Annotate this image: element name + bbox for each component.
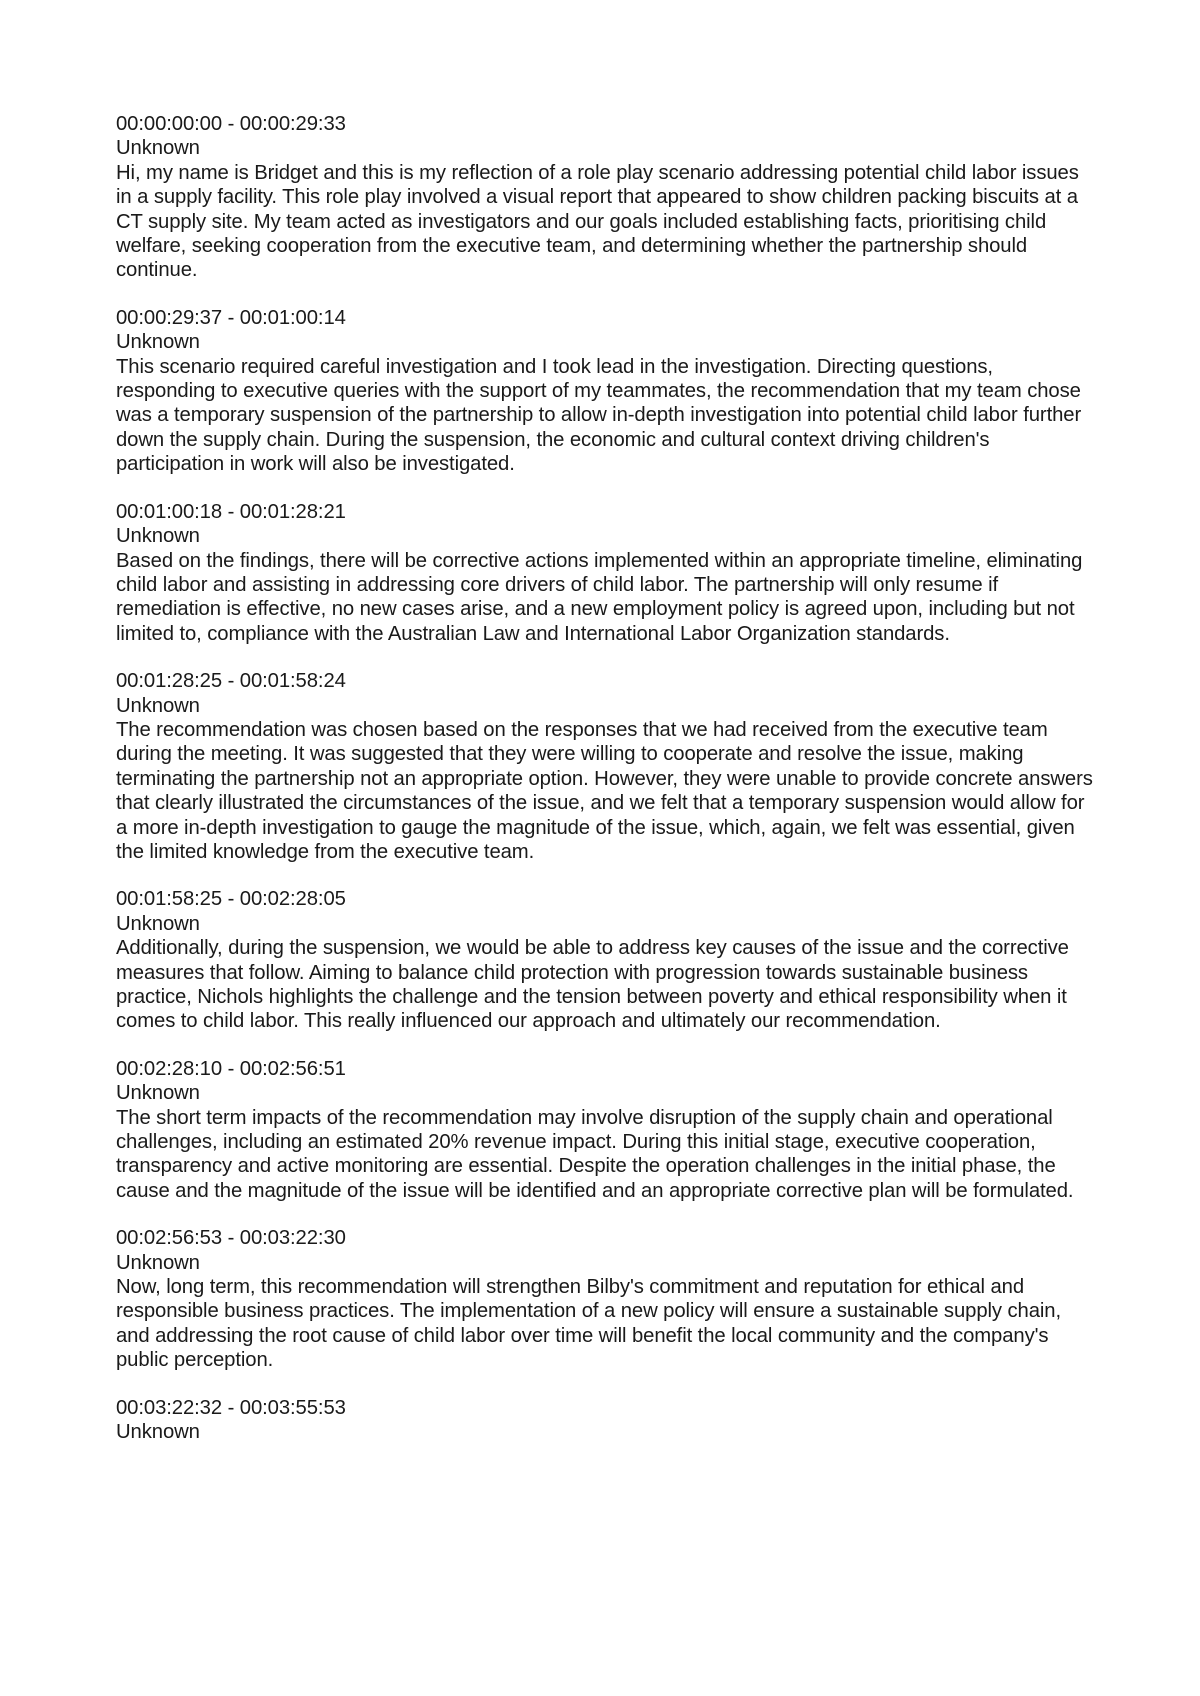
segment-timecode: 00:02:56:53 - 00:03:22:30 xyxy=(116,1227,346,1250)
segment-speaker: Unknown xyxy=(116,1082,200,1105)
segment-text: Now, long term, this recommendation will strengthen Bilby's commitment and reputation for ethical and responsible business practices. The implementation of a new policy will ensure a sustainable supply chain, and addressing the root cause of child labor over time will benefit the local community and the company's public perception. xyxy=(116,1276,1062,1372)
segment-speaker: Unknown xyxy=(116,912,200,935)
segment-speaker: Unknown xyxy=(116,694,200,717)
segment-timecode: 00:01:58:25 - 00:02:28:05 xyxy=(116,888,346,911)
transcript-segment xyxy=(116,887,1096,1033)
transcript-segment xyxy=(116,500,1096,646)
transcript-segment xyxy=(116,306,1096,477)
segment-timecode: 00:01:28:25 - 00:01:58:24 xyxy=(116,670,346,693)
segment-timecode: 00:01:00:18 - 00:01:28:21 xyxy=(116,500,346,523)
segment-timecode: 00:03:22:32 - 00:03:55:53 xyxy=(116,1396,346,1419)
transcript-segment xyxy=(116,1396,1096,1445)
segment-text: The short term impacts of the recommendation may involve disruption of the supply chain and operational challenges, including an estimated 20% revenue impact. During this initial stage, executive cooperation, transparency and active monitoring are essential. Despite the operation challenges in the initial phase, the cause and the magnitude of the issue will be identified and an appropriate corrective plan will be formulated. xyxy=(116,1106,1074,1202)
segment-text: Based on the findings, there will be corrective actions implemented within an appropriate timeline, eliminating child labor and assisting in addressing core drivers of child labor. The partnership will only resume if remediation is effective, no new cases arise, and a new employment policy is agreed upon, including but not limited to, compliance with the Australian Law and International Labor Organization standards. xyxy=(116,549,1083,645)
transcript-page xyxy=(116,112,1096,1468)
segment-timecode: 00:00:00:00 - 00:00:29:33 xyxy=(116,113,346,135)
transcript-segment xyxy=(116,112,1096,283)
segment-text: The recommendation was chosen based on the responses that we had received from the executive team during the meeting. It was suggested that they were willing to cooperate and resolve the issue, making terminating the partnership not an appropriate option. However, they were unable to provide concrete answers that clearly illustrated the circumstances of the issue, and we felt that a temporary suspension would allow for a more in-depth investigation to gauge the magnitude of the issue, which, again, we felt was essential, given the limited knowledge from the executive team. xyxy=(116,718,1093,863)
segment-text: This scenario required careful investigation and I took lead in the investigation. Directing questions, responding to executive queries with the support of my teammates, the recommendation that my team chose was a temporary suspension of the partnership to allow in-depth investigation into potential child labor further down the supply chain. During the suspension, the economic and cultural context driving children's participation in work will also be investigated. xyxy=(116,355,1082,476)
segment-speaker: Unknown xyxy=(116,1251,200,1274)
transcript-segment xyxy=(116,1057,1096,1203)
segment-text: Additionally, during the suspension, we would be able to address key causes of the issue and the corrective measures that follow. Aiming to balance child protection with progression towards sustainable business practice, Nichols highlights the challenge and the tension between poverty and ethical responsibility when it comes to child labor. This really influenced our approach and ultimately our recommendation. xyxy=(116,937,1069,1033)
segment-speaker: Unknown xyxy=(116,137,200,160)
segment-speaker: Unknown xyxy=(116,525,200,548)
segment-text: Hi, my name is Bridget and this is my reflection of a role play scenario addressing potential child labor issues in a supply facility. This role play involved a visual report that appeared to show children packing biscuits at a CT supply site. My team acted as investigators and our goals included establishing facts, prioritising child welfare, seeking cooperation from the executive team, and determining whether the partnership should continue. xyxy=(116,161,1079,282)
segment-timecode: 00:02:28:10 - 00:02:56:51 xyxy=(116,1057,346,1080)
segment-speaker: Unknown xyxy=(116,1421,200,1444)
segment-speaker: Unknown xyxy=(116,331,200,354)
segment-timecode: 00:00:29:37 - 00:01:00:14 xyxy=(116,306,346,329)
transcript-segment xyxy=(116,669,1096,864)
transcript-segment xyxy=(116,1226,1096,1372)
